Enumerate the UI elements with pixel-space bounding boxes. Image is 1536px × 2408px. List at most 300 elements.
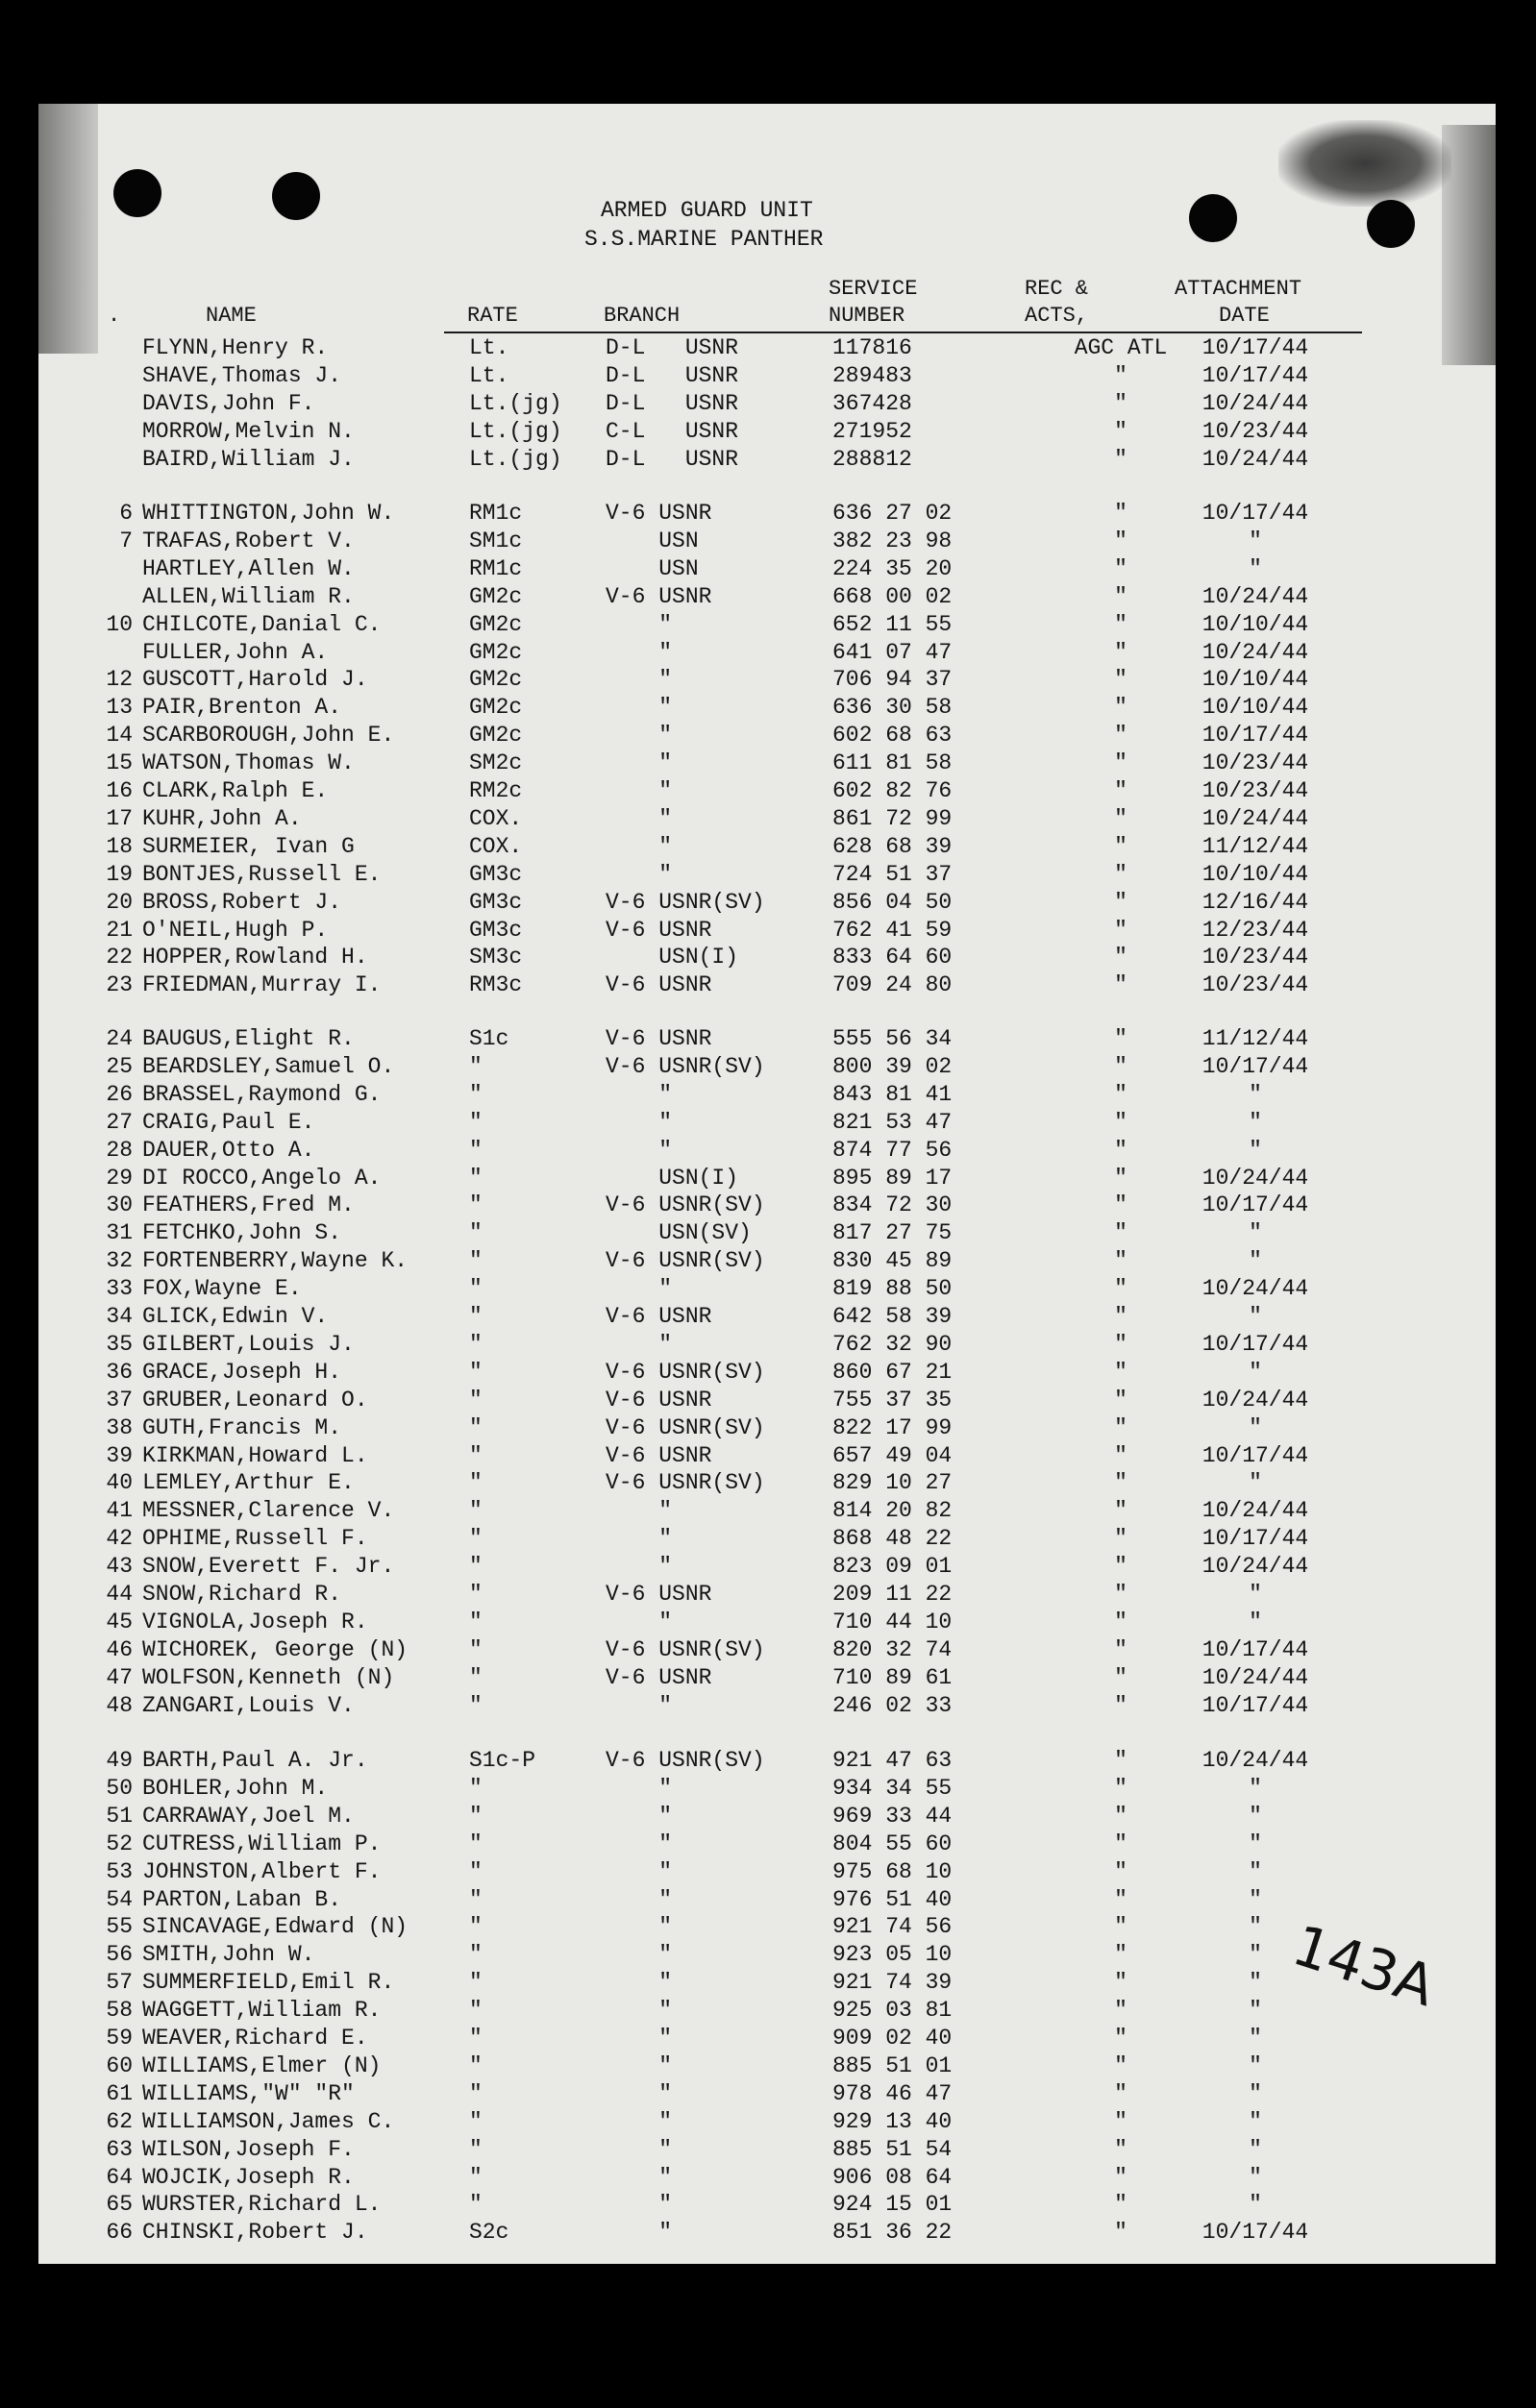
crew-name: SCARBOROUGH,John E. (142, 723, 395, 748)
header-rate: RATE (467, 304, 518, 328)
attachment-date: 10/24/44 (1202, 1748, 1309, 1773)
row-number: 62 (106, 2109, 133, 2134)
service-number: 976 51 40 (832, 1887, 953, 1912)
service-number: 602 82 76 (832, 778, 953, 803)
crew-name: GUSCOTT,Harold J. (142, 667, 368, 692)
service-number: 710 44 10 (832, 1609, 953, 1634)
rec-acts: " (1114, 2165, 1127, 2190)
row-number: 33 (106, 1276, 133, 1301)
crew-branch: " (606, 2220, 673, 2245)
crew-branch: V-6 USNR(SV) (606, 1248, 765, 1273)
service-number: 821 53 47 (832, 1110, 953, 1135)
rec-acts: " (1114, 2192, 1127, 2217)
service-number: 709 24 80 (832, 972, 953, 997)
rec-acts: " (1114, 862, 1127, 887)
crew-branch: V-6 USNR (606, 1304, 712, 1329)
table-row (0, 1747, 1536, 1774)
crew-rate: " (469, 1360, 483, 1385)
crew-branch: " (606, 1554, 673, 1579)
attachment-date: " (1249, 2165, 1262, 2190)
crew-name: FETCHKO,John S. (142, 1220, 342, 1245)
ink-stain (1278, 120, 1451, 207)
crew-branch: V-6 USNR (606, 1665, 712, 1690)
table-row (0, 390, 1536, 417)
attachment-date: " (1249, 1804, 1262, 1829)
attachment-date: 10/10/44 (1202, 862, 1309, 887)
crew-branch: " (606, 2192, 673, 2217)
crew-rate: GM3c (469, 890, 523, 915)
attachment-date: 10/23/44 (1202, 778, 1309, 803)
crew-branch: " (606, 862, 673, 887)
crew-rate: " (469, 1138, 483, 1163)
service-number: 636 30 58 (832, 695, 953, 720)
attachment-date: " (1249, 1831, 1262, 1856)
crew-name: GRUBER,Leonard O. (142, 1388, 368, 1413)
table-row (0, 1525, 1536, 1552)
crew-branch: D-L USNR (606, 391, 739, 416)
crew-name: DAUER,Otto A. (142, 1138, 315, 1163)
crew-rate: " (469, 1526, 483, 1551)
attachment-date: 10/17/44 (1202, 1332, 1309, 1357)
row-number: 57 (106, 1970, 133, 1995)
crew-branch: " (606, 1526, 673, 1551)
attachment-date: " (1249, 1859, 1262, 1884)
crew-branch: V-6 USNR(SV) (606, 1360, 765, 1385)
rec-acts: " (1114, 1026, 1127, 1051)
crew-branch: " (606, 806, 673, 831)
attachment-date: " (1249, 2053, 1262, 2078)
crew-name: SNOW,Richard R. (142, 1582, 342, 1607)
rec-acts: " (1114, 1443, 1127, 1468)
service-number: 822 17 99 (832, 1415, 953, 1440)
row-number: 53 (106, 1859, 133, 1884)
crew-name: SMITH,John W. (142, 1942, 315, 1967)
service-number: 724 51 37 (832, 862, 953, 887)
row-number: 6 (119, 501, 133, 526)
crew-rate: Lt. (469, 363, 509, 388)
table-row (0, 1692, 1536, 1719)
rec-acts: " (1114, 1942, 1127, 1967)
crew-branch: " (606, 1693, 673, 1718)
rec-acts: " (1114, 1804, 1127, 1829)
crew-branch: USN (606, 556, 699, 581)
crew-branch: V-6 USNR(SV) (606, 1748, 765, 1773)
crew-rate: SM1c (469, 528, 523, 553)
attachment-date: " (1249, 2192, 1262, 2217)
crew-name: FEATHERS,Fred M. (142, 1192, 355, 1217)
service-number: 906 08 64 (832, 2165, 953, 2190)
service-number: 800 39 02 (832, 1054, 953, 1079)
service-number: 382 23 98 (832, 528, 953, 553)
crew-branch: " (606, 1998, 673, 2023)
rec-acts: " (1114, 1914, 1127, 1939)
crew-rate: " (469, 1914, 483, 1939)
attachment-date: " (1249, 1887, 1262, 1912)
service-number: 641 07 47 (832, 640, 953, 665)
table-row (0, 555, 1536, 582)
crew-rate: " (469, 2081, 483, 2106)
attachment-date: " (1249, 1220, 1262, 1245)
table-row (0, 1025, 1536, 1052)
attachment-date: 10/23/44 (1202, 972, 1309, 997)
crew-name: CARRAWAY,Joel M. (142, 1804, 355, 1829)
crew-name: GILBERT,Louis J. (142, 1332, 355, 1357)
rec-acts: " (1114, 2220, 1127, 2245)
row-number: 39 (106, 1443, 133, 1468)
attachment-date: " (1249, 1582, 1262, 1607)
service-number: 851 36 22 (832, 2220, 953, 2245)
sheet-shadow-left (38, 104, 98, 354)
crew-branch: V-6 USNR (606, 1443, 712, 1468)
service-number: 246 02 33 (832, 1693, 953, 1718)
attachment-date: 10/17/44 (1202, 1637, 1309, 1662)
crew-branch: " (606, 1776, 673, 1801)
rec-acts: " (1114, 1831, 1127, 1856)
attachment-date: " (1249, 1942, 1262, 1967)
rec-acts: " (1114, 1054, 1127, 1079)
crew-branch: " (606, 2026, 673, 2051)
service-number: 885 51 54 (832, 2137, 953, 2162)
crew-rate: " (469, 1220, 483, 1245)
table-row (0, 1053, 1536, 1080)
row-number: 61 (106, 2081, 133, 2106)
crew-rate: Lt.(jg) (469, 419, 562, 444)
table-row (0, 583, 1536, 610)
crew-rate: S2c (469, 2220, 509, 2245)
crew-rate: GM2c (469, 723, 523, 748)
crew-rate: " (469, 1388, 483, 1413)
service-number: 975 68 10 (832, 1859, 953, 1884)
attachment-date: 10/24/44 (1202, 1166, 1309, 1191)
attachment-date: 10/23/44 (1202, 945, 1309, 970)
crew-name: ZANGARI,Louis V. (142, 1693, 355, 1718)
row-number: 41 (106, 1498, 133, 1523)
row-number: 58 (106, 1998, 133, 2023)
rec-acts: " (1114, 1360, 1127, 1385)
crew-branch: " (606, 1138, 673, 1163)
crew-branch: USN(SV) (606, 1220, 752, 1245)
crew-rate: S1c (469, 1026, 509, 1051)
table-row (0, 500, 1536, 527)
rec-acts: " (1114, 1138, 1127, 1163)
crew-rate: " (469, 2026, 483, 2051)
service-number: 817 27 75 (832, 1220, 953, 1245)
table-row (0, 2080, 1536, 2107)
rec-acts: " (1114, 1582, 1127, 1607)
crew-name: BRASSEL,Raymond G. (142, 1082, 382, 1107)
service-number: 843 81 41 (832, 1082, 953, 1107)
table-row (0, 944, 1536, 971)
crew-name: BEARDSLEY,Samuel O. (142, 1054, 395, 1079)
crew-name: LEMLEY,Arthur E. (142, 1470, 355, 1495)
crew-name: CHILCOTE,Danial C. (142, 612, 382, 637)
attachment-date: 10/17/44 (1202, 363, 1309, 388)
crew-name: WURSTER,Richard L. (142, 2192, 382, 2217)
rec-acts: " (1114, 1859, 1127, 1884)
attachment-date: 10/17/44 (1202, 1054, 1309, 1079)
crew-rate: COX. (469, 806, 523, 831)
table-row (0, 1442, 1536, 1469)
crew-rate: " (469, 1831, 483, 1856)
crew-branch: V-6 USNR(SV) (606, 1192, 765, 1217)
service-number: 861 72 99 (832, 806, 953, 831)
rec-acts: " (1114, 1304, 1127, 1329)
row-number: 65 (106, 2192, 133, 2217)
row-number: 44 (106, 1582, 133, 1607)
crew-rate: GM3c (469, 862, 523, 887)
crew-branch: V-6 USNR (606, 918, 712, 943)
attachment-date: 10/24/44 (1202, 447, 1309, 472)
row-number: 37 (106, 1388, 133, 1413)
table-row (0, 1664, 1536, 1691)
table-row (0, 1858, 1536, 1885)
row-number: 38 (106, 1415, 133, 1440)
crew-rate: " (469, 1942, 483, 1967)
rec-acts: " (1114, 1332, 1127, 1357)
crew-name: WHITTINGTON,John W. (142, 501, 395, 526)
crew-branch: " (606, 1914, 673, 1939)
table-row (0, 1331, 1536, 1358)
attachment-date: 10/17/44 (1202, 1192, 1309, 1217)
attachment-date: 10/10/44 (1202, 612, 1309, 637)
crew-rate: COX. (469, 834, 523, 859)
attachment-date: 10/24/44 (1202, 640, 1309, 665)
service-number: 652 11 55 (832, 612, 953, 637)
table-row (0, 1165, 1536, 1192)
crew-rate: " (469, 1776, 483, 1801)
row-number: 28 (106, 1138, 133, 1163)
service-number: 969 33 44 (832, 1804, 953, 1829)
rec-acts: " (1114, 1609, 1127, 1634)
service-number: 934 34 55 (832, 1776, 953, 1801)
attachment-date: " (1249, 1998, 1262, 2023)
crew-rate: " (469, 1804, 483, 1829)
row-number: 46 (106, 1637, 133, 1662)
service-number: 814 20 82 (832, 1498, 953, 1523)
row-number: 51 (106, 1804, 133, 1829)
attachment-date: 10/24/44 (1202, 1498, 1309, 1523)
service-number: 860 67 21 (832, 1360, 953, 1385)
crew-rate: " (469, 2053, 483, 2078)
crew-rate: GM2c (469, 584, 523, 609)
table-row (0, 1831, 1536, 1857)
rec-acts: " (1114, 750, 1127, 775)
row-number: 31 (106, 1220, 133, 1245)
crew-name: DI ROCCO,Angelo A. (142, 1166, 382, 1191)
crew-name: WOJCIK,Joseph R. (142, 2165, 355, 2190)
crew-rate: " (469, 1192, 483, 1217)
service-number: 921 74 56 (832, 1914, 953, 1939)
crew-name: HARTLEY,Allen W. (142, 556, 355, 581)
punch-hole-right-1 (1189, 194, 1237, 242)
crew-branch: " (606, 1609, 673, 1634)
service-number: 925 03 81 (832, 1998, 953, 2023)
crew-rate: GM3c (469, 918, 523, 943)
row-number: 26 (106, 1082, 133, 1107)
crew-rate: Lt.(jg) (469, 447, 562, 472)
service-number: 755 37 35 (832, 1388, 953, 1413)
crew-branch: " (606, 778, 673, 803)
rec-acts: " (1114, 1388, 1127, 1413)
crew-rate: " (469, 1859, 483, 1884)
table-row (0, 2219, 1536, 2246)
table-row (0, 1553, 1536, 1580)
attachment-date: 10/17/44 (1202, 2220, 1309, 2245)
attachment-date: 10/24/44 (1202, 1665, 1309, 1690)
attachment-date: 10/17/44 (1202, 1443, 1309, 1468)
crew-branch: " (606, 2053, 673, 2078)
attachment-date: 10/23/44 (1202, 419, 1309, 444)
document-title: ARMED GUARD UNIT (601, 198, 813, 223)
service-number: 868 48 22 (832, 1526, 953, 1551)
attachment-date: 10/17/44 (1202, 501, 1309, 526)
crew-name: BAUGUS,Elight R. (142, 1026, 355, 1051)
crew-name: WILLIAMSON,James C. (142, 2109, 395, 2134)
crew-branch: " (606, 723, 673, 748)
service-number: 117816 (832, 335, 912, 360)
table-row (0, 1219, 1536, 1246)
attachment-date: 10/17/44 (1202, 335, 1309, 360)
row-number: 12 (106, 667, 133, 692)
row-number: 60 (106, 2053, 133, 2078)
rec-acts: " (1114, 501, 1127, 526)
crew-rate: " (469, 1887, 483, 1912)
header-number: . (108, 304, 121, 328)
attachment-date: 10/24/44 (1202, 1554, 1309, 1579)
service-number: 978 46 47 (832, 2081, 953, 2106)
service-number: 710 89 61 (832, 1665, 953, 1690)
row-number: 42 (106, 1526, 133, 1551)
crew-name: CLARK,Ralph E. (142, 778, 329, 803)
service-number: 602 68 63 (832, 723, 953, 748)
rec-acts: " (1114, 1220, 1127, 1245)
rec-acts: " (1114, 1970, 1127, 1995)
crew-rate: " (469, 1665, 483, 1690)
attachment-date: " (1249, 1776, 1262, 1801)
table-row (0, 2025, 1536, 2052)
crew-name: TRAFAS,Robert V. (142, 528, 355, 553)
crew-rate: " (469, 1470, 483, 1495)
table-row (0, 2164, 1536, 2191)
attachment-date: " (1249, 1082, 1262, 1107)
crew-name: SHAVE,Thomas J. (142, 363, 342, 388)
table-row (0, 777, 1536, 804)
crew-rate: " (469, 1498, 483, 1523)
crew-branch: " (606, 834, 673, 859)
crew-rate: RM1c (469, 556, 523, 581)
service-number: 885 51 01 (832, 2053, 953, 2078)
header-service-2: NUMBER (829, 304, 905, 328)
crew-rate: GM2c (469, 695, 523, 720)
crew-name: GLICK,Edwin V. (142, 1304, 329, 1329)
crew-name: SUMMERFIELD,Emil R. (142, 1970, 395, 1995)
crew-branch: " (606, 695, 673, 720)
crew-name: BROSS,Robert J. (142, 890, 342, 915)
row-number: 20 (106, 890, 133, 915)
rec-acts: " (1114, 695, 1127, 720)
crew-rate: " (469, 2192, 483, 2217)
table-row (0, 1081, 1536, 1108)
attachment-date: 10/10/44 (1202, 667, 1309, 692)
service-number: 921 47 63 (832, 1748, 953, 1773)
service-number: 909 02 40 (832, 2026, 953, 2051)
row-number: 55 (106, 1914, 133, 1939)
crew-name: DAVIS,John F. (142, 391, 315, 416)
row-number: 47 (106, 1665, 133, 1690)
crew-rate: RM1c (469, 501, 523, 526)
crew-branch: " (606, 1831, 673, 1856)
attachment-date: " (1249, 1248, 1262, 1273)
rec-acts: " (1114, 1637, 1127, 1662)
rec-acts: AGC ATL (1074, 335, 1168, 360)
crew-rate: " (469, 2109, 483, 2134)
table-row (0, 694, 1536, 721)
crew-name: FOX,Wayne E. (142, 1276, 302, 1301)
table-row (0, 1609, 1536, 1635)
service-number: 762 41 59 (832, 918, 953, 943)
header-attachment-1: ATTACHMENT (1175, 277, 1302, 301)
service-number: 636 27 02 (832, 501, 953, 526)
rec-acts: " (1114, 1192, 1127, 1217)
attachment-date: " (1249, 1609, 1262, 1634)
crew-branch: V-6 USNR (606, 1026, 712, 1051)
crew-rate: " (469, 1998, 483, 2023)
attachment-date: 10/24/44 (1202, 806, 1309, 831)
row-number: 27 (106, 1110, 133, 1135)
attachment-date: 10/17/44 (1202, 1693, 1309, 1718)
row-number: 29 (106, 1166, 133, 1191)
row-number: 59 (106, 2026, 133, 2051)
service-number: 874 77 56 (832, 1138, 953, 1163)
crew-name: PARTON,Laban B. (142, 1887, 342, 1912)
table-row (0, 1387, 1536, 1413)
crew-branch: " (606, 2137, 673, 2162)
attachment-date: " (1249, 1970, 1262, 1995)
crew-name: WOLFSON,Kenneth (N) (142, 1665, 395, 1690)
table-row (0, 334, 1536, 361)
crew-branch: " (606, 1276, 673, 1301)
attachment-date: 10/24/44 (1202, 391, 1309, 416)
rec-acts: " (1114, 1887, 1127, 1912)
rec-acts: " (1114, 419, 1127, 444)
attachment-date: 11/12/44 (1202, 834, 1309, 859)
row-number: 30 (106, 1192, 133, 1217)
attachment-date: " (1249, 1304, 1262, 1329)
service-number: 834 72 30 (832, 1192, 953, 1217)
rec-acts: " (1114, 778, 1127, 803)
header-rec-1: REC & (1025, 277, 1089, 301)
crew-branch: D-L USNR (606, 363, 739, 388)
table-row (0, 1803, 1536, 1830)
crew-name: MORROW,Melvin N. (142, 419, 355, 444)
rec-acts: " (1114, 1248, 1127, 1273)
attachment-date: " (1249, 2081, 1262, 2106)
service-number: 706 94 37 (832, 667, 953, 692)
crew-branch: V-6 USNR(SV) (606, 1415, 765, 1440)
attachment-date: " (1249, 528, 1262, 553)
crew-name: SURMEIER, Ivan G (142, 834, 355, 859)
service-number: 209 11 22 (832, 1582, 953, 1607)
table-row (0, 861, 1536, 888)
rec-acts: " (1114, 584, 1127, 609)
row-number: 18 (106, 834, 133, 859)
crew-name: BAIRD,William J. (142, 447, 355, 472)
row-number: 49 (106, 1748, 133, 1773)
rec-acts: " (1114, 391, 1127, 416)
attachment-date: 10/24/44 (1202, 584, 1309, 609)
table-row (0, 971, 1536, 998)
row-number: 17 (106, 806, 133, 831)
